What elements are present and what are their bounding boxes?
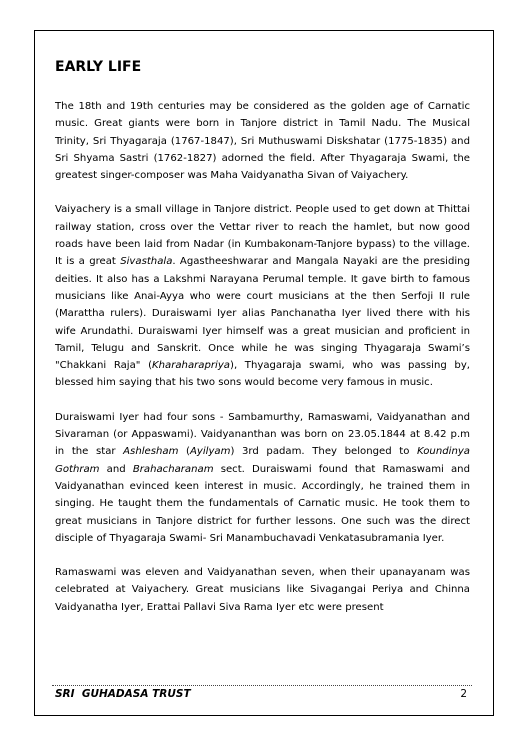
footer-page-number: 2	[460, 688, 467, 700]
text-run: The 18th and 19th centuries may be considered as the golden age of Carnatic music. Great giants were born in Tanjore district in Tamil Nadu. The Musical Trinity, Sri Thyagaraja (1767-1847), Sri Muthuswami Diskshatar (1775-1835) and Sri Shyama Sastri (1762-1827) adorned the field. After Thyagaraja Swami, the greatest singer-composer was Maha Vaidyanatha Sivan of Vaiyachery.	[55, 101, 470, 182]
italic-term: Ashlesham	[123, 446, 179, 458]
text-run: ), Thyagaraja swami, who was passing by, blessed him saying that his two sons would become very famous in music.	[55, 360, 471, 389]
italic-term: Sivasthala	[120, 256, 173, 268]
paragraph-vaiyachery	[55, 201, 470, 391]
text-run: Duraiswami Iyer had four sons - Sambamurthy, Ramaswami, Vaidyanathan and Sivaraman (or Appaswami). Vaidyananthan was born on 23.05.1844 at 8.42 p.m in the star	[55, 411, 470, 458]
document-body	[55, 58, 470, 633]
italic-term: Koundinya Gothram	[55, 446, 470, 475]
footer-trust-name: SRI GUHADASA TRUST	[55, 688, 191, 700]
text-run: . Agastheeshwarar and Mangala Nayaki are the presiding deities. It also has a Lakshmi Narayana Perumal temple. It gave birth to famous musicians like Anai-Ayya who were court musicians at the then Serfoji II rule (Marattha rulers). Duraiswami Iyer alias Panchanatha Iyer lived there with his wife Arundathi. Duraiswami Iyer himself was a great musician and proficient in Tamil, Telugu and Sanskrit. Once while he was singing Thyagaraja Swami’s "Chakkani Raja" (	[55, 256, 470, 372]
paragraph-golden-age	[55, 98, 470, 184]
italic-term: Ayilyam	[189, 446, 231, 458]
footer-divider	[52, 685, 472, 686]
text-run: and	[99, 463, 133, 475]
text-run: Ramaswami was eleven and Vaidyanathan seven, when their upanayanam was celebrated at Vaiyachery. Great musicians like Sivagangai Periya and Chinna Vaidyanatha Iyer, Erattai Pallavi Siva Rama Iyer etc were present	[55, 567, 470, 613]
italic-term: Kharaharapriya	[152, 360, 230, 372]
italic-term: Brahacharanam	[132, 463, 214, 475]
text-run: (	[178, 446, 190, 458]
text-run: sect. Duraiswami found that Ramaswami and Vaidyanathan evinced keen interest in music. Accordingly, he trained them in singing. He taught them the fundamentals of Carnatic music. He took them to great musicians in Tanjore district for further lessons. One such was the direct disciple of Thyagaraja Swami- Sri Manambuchavadi Venkatasubramania Iyer.	[55, 463, 470, 544]
text-run: Vaiyachery is a small village in Tanjore district. People used to get down at Thittai railway station, cross over the Vettar river to reach the hamlet, but now good roads have been laid from Nadar (in Kumbakonam-Tanjore bypass) to the village. It is a great	[55, 204, 470, 268]
text-run: ) 3rd padam. They belonged to	[230, 446, 417, 458]
paragraph-four-sons	[55, 409, 470, 547]
paragraph-upanayanam	[55, 564, 470, 616]
section-heading: EARLY LIFE	[55, 59, 142, 75]
